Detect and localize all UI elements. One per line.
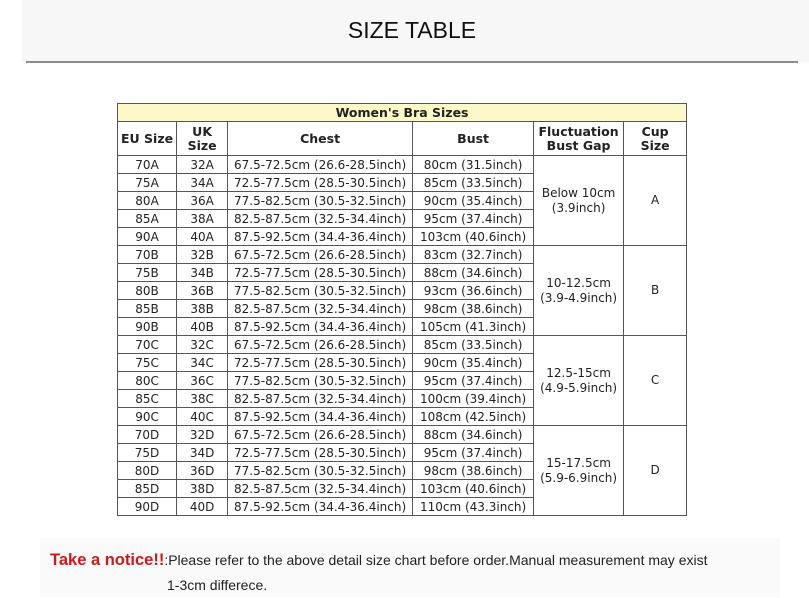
header-cup-line2: Size bbox=[640, 137, 670, 153]
cell-bust: 93cm (36.6inch) bbox=[413, 282, 534, 300]
cell-eu-size: 70D bbox=[118, 426, 177, 444]
cell-chest: 87.5-92.5cm (34.4-36.4inch) bbox=[228, 318, 413, 336]
cell-bust: 110cm (43.3inch) bbox=[413, 498, 534, 516]
notice-text-line2: 1-3cm differece. bbox=[167, 577, 268, 593]
cell-uk-size: 34C bbox=[177, 354, 228, 372]
cell-chest: 67.5-72.5cm (26.6-28.5inch) bbox=[228, 336, 413, 354]
title-divider bbox=[26, 61, 798, 63]
cell-eu-size: 80C bbox=[118, 372, 177, 390]
cell-chest: 87.5-92.5cm (34.4-36.4inch) bbox=[228, 498, 413, 516]
notice-block bbox=[50, 548, 707, 598]
cell-eu-size: 90B bbox=[118, 318, 177, 336]
cell-bust: 88cm (34.6inch) bbox=[413, 426, 534, 444]
cell-eu-size: 80B bbox=[118, 282, 177, 300]
cell-eu-size: 70C bbox=[118, 336, 177, 354]
table-row bbox=[118, 246, 687, 264]
header-cup-line1: Cup bbox=[641, 123, 669, 139]
header-bust: Bust bbox=[413, 122, 534, 156]
header-uk-line2: Size bbox=[187, 137, 217, 153]
page-title: SIZE TABLE bbox=[347, 17, 477, 43]
table-row bbox=[118, 336, 687, 354]
cell-eu-size: 80D bbox=[118, 462, 177, 480]
cell-eu-size: 85D bbox=[118, 480, 177, 498]
table-header-row bbox=[118, 122, 687, 156]
bust-gap-line2: (5.9-6.9inch) bbox=[540, 470, 618, 485]
bust-gap-line1: 15-17.5cm bbox=[546, 455, 611, 470]
cell-uk-size: 36A bbox=[177, 192, 228, 210]
notice-text-line1: :Please refer to the above detail size chart before order.Manual measurement may exist bbox=[164, 552, 708, 568]
cell-uk-size: 34A bbox=[177, 174, 228, 192]
cell-uk-size: 34B bbox=[177, 264, 228, 282]
cell-uk-size: 32B bbox=[177, 246, 228, 264]
table-row bbox=[118, 156, 687, 174]
cell-chest: 82.5-87.5cm (32.5-34.4inch) bbox=[228, 480, 413, 498]
cell-chest: 82.5-87.5cm (32.5-34.4inch) bbox=[228, 300, 413, 318]
cell-eu-size: 75B bbox=[118, 264, 177, 282]
cell-eu-size: 90A bbox=[118, 228, 177, 246]
cell-chest: 77.5-82.5cm (30.5-32.5inch) bbox=[228, 462, 413, 480]
bust-gap-line1: 10-12.5cm bbox=[546, 275, 611, 290]
cell-chest: 77.5-82.5cm (30.5-32.5inch) bbox=[228, 372, 413, 390]
cell-chest: 67.5-72.5cm (26.6-28.5inch) bbox=[228, 426, 413, 444]
header-uk-line1: UK bbox=[192, 123, 213, 139]
cell-bust-gap bbox=[534, 156, 624, 246]
cell-uk-size: 36D bbox=[177, 462, 228, 480]
cell-eu-size: 90D bbox=[118, 498, 177, 516]
cell-uk-size: 40D bbox=[177, 498, 228, 516]
cell-bust: 85cm (33.5inch) bbox=[413, 174, 534, 192]
cell-uk-size: 40C bbox=[177, 408, 228, 426]
cell-uk-size: 38C bbox=[177, 390, 228, 408]
cell-cup-size: C bbox=[624, 336, 687, 426]
cell-uk-size: 36C bbox=[177, 372, 228, 390]
bust-gap-line2: (4.9-5.9inch) bbox=[540, 380, 618, 395]
cell-bust: 95cm (37.4inch) bbox=[413, 372, 534, 390]
cell-eu-size: 75D bbox=[118, 444, 177, 462]
cell-cup-size: A bbox=[624, 156, 687, 246]
table-caption-row bbox=[118, 104, 687, 122]
cell-bust: 98cm (38.6inch) bbox=[413, 300, 534, 318]
cell-eu-size: 75C bbox=[118, 354, 177, 372]
cell-eu-size: 85A bbox=[118, 210, 177, 228]
cell-chest: 87.5-92.5cm (34.4-36.4inch) bbox=[228, 228, 413, 246]
bust-gap-line2: (3.9inch) bbox=[551, 200, 606, 215]
notice-label: Take a notice!! bbox=[50, 551, 165, 569]
cell-uk-size: 40A bbox=[177, 228, 228, 246]
cell-chest: 72.5-77.5cm (28.5-30.5inch) bbox=[228, 354, 413, 372]
cell-uk-size: 32A bbox=[177, 156, 228, 174]
bust-gap-line1: 12.5-15cm bbox=[546, 365, 611, 380]
cell-bust: 95cm (37.4inch) bbox=[413, 210, 534, 228]
header-cup-size bbox=[624, 122, 687, 156]
cell-chest: 87.5-92.5cm (34.4-36.4inch) bbox=[228, 408, 413, 426]
bra-size-table bbox=[117, 103, 687, 516]
cell-chest: 67.5-72.5cm (26.6-28.5inch) bbox=[228, 246, 413, 264]
header-eu-size: EU Size bbox=[118, 122, 177, 156]
cell-uk-size: 36B bbox=[177, 282, 228, 300]
cell-cup-size: D bbox=[624, 426, 687, 516]
cell-chest: 72.5-77.5cm (28.5-30.5inch) bbox=[228, 174, 413, 192]
cell-bust: 103cm (40.6inch) bbox=[413, 228, 534, 246]
cell-eu-size: 75A bbox=[118, 174, 177, 192]
bust-gap-line1: Below 10cm bbox=[541, 185, 616, 200]
cell-uk-size: 38B bbox=[177, 300, 228, 318]
cell-uk-size: 38D bbox=[177, 480, 228, 498]
cell-bust: 100cm (39.4inch) bbox=[413, 390, 534, 408]
table-row bbox=[118, 426, 687, 444]
cell-eu-size: 85C bbox=[118, 390, 177, 408]
cell-bust: 80cm (31.5inch) bbox=[413, 156, 534, 174]
cell-chest: 72.5-77.5cm (28.5-30.5inch) bbox=[228, 264, 413, 282]
cell-bust: 85cm (33.5inch) bbox=[413, 336, 534, 354]
cell-uk-size: 34D bbox=[177, 444, 228, 462]
cell-uk-size: 40B bbox=[177, 318, 228, 336]
header-chest: Chest bbox=[228, 122, 413, 156]
header-bust-gap bbox=[534, 122, 624, 156]
cell-eu-size: 70B bbox=[118, 246, 177, 264]
cell-bust-gap bbox=[534, 336, 624, 426]
header-gap-line2: Bust Gap bbox=[546, 137, 611, 153]
header-uk-size bbox=[177, 122, 228, 156]
cell-cup-size: B bbox=[624, 246, 687, 336]
cell-eu-size: 85B bbox=[118, 300, 177, 318]
cell-uk-size: 38A bbox=[177, 210, 228, 228]
cell-eu-size: 80A bbox=[118, 192, 177, 210]
cell-uk-size: 32D bbox=[177, 426, 228, 444]
cell-bust: 98cm (38.6inch) bbox=[413, 462, 534, 480]
cell-chest: 77.5-82.5cm (30.5-32.5inch) bbox=[228, 192, 413, 210]
cell-eu-size: 90C bbox=[118, 408, 177, 426]
cell-eu-size: 70A bbox=[118, 156, 177, 174]
cell-chest: 82.5-87.5cm (32.5-34.4inch) bbox=[228, 390, 413, 408]
cell-uk-size: 32C bbox=[177, 336, 228, 354]
cell-chest: 67.5-72.5cm (26.6-28.5inch) bbox=[228, 156, 413, 174]
cell-chest: 72.5-77.5cm (28.5-30.5inch) bbox=[228, 444, 413, 462]
cell-bust: 105cm (41.3inch) bbox=[413, 318, 534, 336]
cell-chest: 82.5-87.5cm (32.5-34.4inch) bbox=[228, 210, 413, 228]
header-gap-line1: Fluctuation bbox=[538, 123, 619, 139]
cell-bust: 83cm (32.7inch) bbox=[413, 246, 534, 264]
cell-bust: 90cm (35.4inch) bbox=[413, 192, 534, 210]
cell-bust-gap bbox=[534, 246, 624, 336]
bust-gap-line2: (3.9-4.9inch) bbox=[540, 290, 618, 305]
table-body bbox=[118, 156, 687, 516]
cell-bust-gap bbox=[534, 426, 624, 516]
cell-chest: 77.5-82.5cm (30.5-32.5inch) bbox=[228, 282, 413, 300]
cell-bust: 103cm (40.6inch) bbox=[413, 480, 534, 498]
cell-bust: 95cm (37.4inch) bbox=[413, 444, 534, 462]
cell-bust: 88cm (34.6inch) bbox=[413, 264, 534, 282]
cell-bust: 108cm (42.5inch) bbox=[413, 408, 534, 426]
table-caption: Women's Bra Sizes bbox=[118, 104, 687, 122]
cell-bust: 90cm (35.4inch) bbox=[413, 354, 534, 372]
